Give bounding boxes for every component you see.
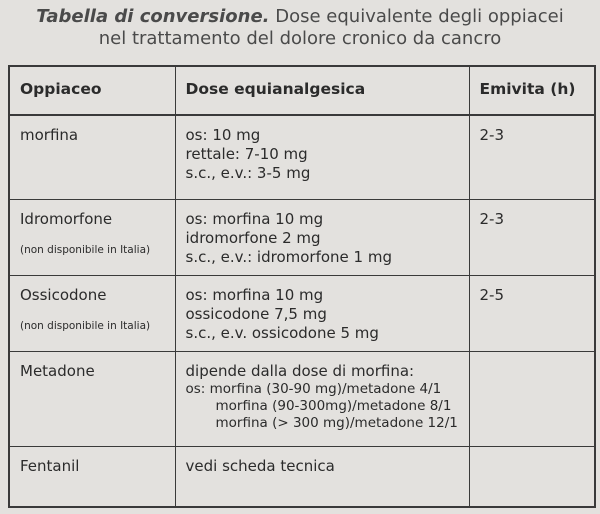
table-caption — [0, 6, 600, 50]
dose-cell — [175, 351, 469, 446]
dose-line: s.c., e.v.: 3-5 mg — [185, 164, 311, 182]
dose-line: ossicodone 7,5 mg — [185, 304, 327, 323]
half-life-cell — [469, 446, 595, 507]
half-life-cell — [469, 115, 595, 199]
availability-note: (non disponibile in Italia) — [20, 243, 151, 256]
dose-cell — [175, 446, 469, 507]
header-row — [9, 66, 595, 115]
opioid-name: Ossicodone — [20, 285, 107, 304]
opioid-cell — [9, 446, 175, 507]
dose-line: os: morfina 10 mg — [185, 285, 324, 304]
dose-cell — [175, 275, 469, 351]
table-row — [9, 446, 595, 507]
conversion-table — [8, 65, 596, 508]
dose-subline: morfina (> 300 mg)/metadone 12/1 — [215, 414, 458, 431]
half-life-value: 2-3 — [479, 209, 504, 228]
header-half-life: Emivita (h) — [469, 66, 595, 115]
dose-line: idromorfone 2 mg — [185, 228, 321, 247]
opioid-name: Fentanil — [20, 456, 80, 475]
dose-line: dipende dalla dose di morfina: — [185, 361, 415, 380]
caption-lead: Tabella di conversione. — [36, 6, 270, 27]
half-life-value: 2-3 — [479, 126, 504, 144]
dose-cell — [175, 199, 469, 275]
half-life-cell — [469, 275, 595, 351]
opioid-cell — [9, 351, 175, 446]
dose-cell — [175, 115, 469, 199]
caption-title: Dose equivalente degli oppiacei — [275, 6, 564, 27]
half-life-cell — [469, 351, 595, 446]
dose-subline: os: morfina (30-90 mg)/metadone 4/1 — [185, 380, 442, 397]
table-row — [9, 199, 595, 275]
dose-subline: morfina (90-300mg)/metadone 8/1 — [215, 397, 452, 414]
opioid-name: morfina — [20, 126, 79, 144]
dose-line: os: 10 mg — [185, 126, 261, 144]
opioid-cell — [9, 115, 175, 199]
dose-line: s.c., e.v. ossicodone 5 mg — [185, 323, 379, 342]
half-life-cell — [469, 199, 595, 275]
header-dose: Dose equianalgesica — [175, 66, 469, 115]
header-opioid: Oppiaceo — [9, 66, 175, 115]
caption-line2: nel trattamento del dolore cronico da cancro — [98, 28, 502, 49]
dose-line: os: morfina 10 mg — [185, 209, 324, 228]
table-row — [9, 351, 595, 446]
table-row — [9, 115, 595, 199]
half-life-value: 2-5 — [479, 285, 504, 304]
dose-line: rettale: 7-10 mg — [185, 145, 308, 163]
dose-line: s.c., e.v.: idromorfone 1 mg — [185, 247, 392, 266]
dose-line: vedi scheda tecnica — [185, 456, 335, 475]
opioid-name: Idromorfone — [20, 209, 113, 228]
opioid-cell — [9, 199, 175, 275]
table-row — [9, 275, 595, 351]
availability-note: (non disponibile in Italia) — [20, 319, 151, 332]
opioid-cell — [9, 275, 175, 351]
opioid-name: Metadone — [20, 361, 95, 380]
